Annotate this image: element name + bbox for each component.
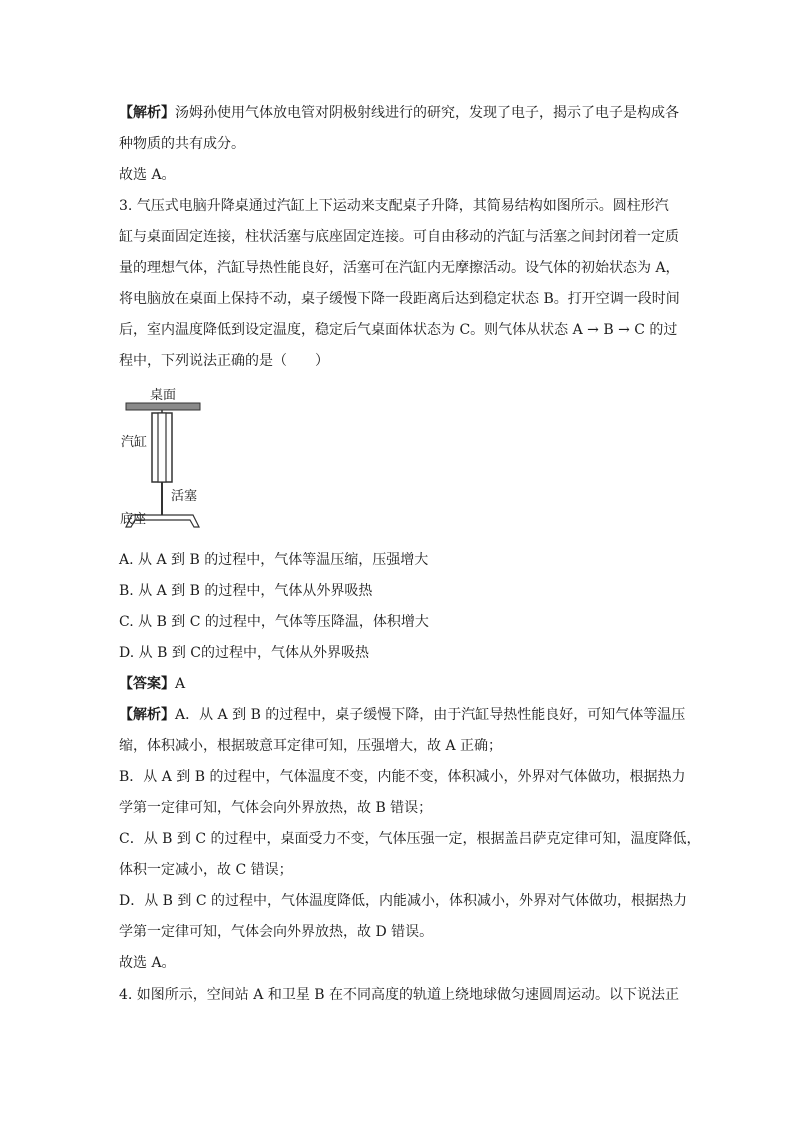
q3-answer: [119, 669, 679, 700]
q3-stem-line: 后，室内温度降低到设定温度，稳定后气桌面体状态为 C。则气体从状态 A → B → C 的过: [119, 322, 678, 338]
q3-analysis-line: 学第一定律可知，气体会向外界放热，故 D 错误。: [119, 924, 434, 940]
label-desk: 桌面: [150, 388, 177, 403]
piston-rod: [158, 413, 166, 482]
label-piston: 活塞: [171, 489, 198, 504]
lift-desk-diagram: [119, 383, 219, 541]
q3-answer-value: A: [175, 676, 186, 692]
q3-analysis-line: [119, 700, 686, 731]
q3-stem-line: 3. 气压式电脑升降桌通过汽缸上下运动来支配桌子升降，其简易结构如图所示。圆柱形汽: [119, 198, 669, 214]
q3-option-c: C. 从 B 到 C 的过程中，气体等压降温，体积增大: [119, 614, 429, 630]
label-cylinder: 汽缸: [121, 435, 148, 450]
q3-analysis-line: B．从 A 到 B 的过程中，气体温度不变，内能不变，体积减小，外界对气体做功，根据热力: [119, 769, 686, 785]
q3-analysis-line: C．从 B 到 C 的过程中，桌面受力不变，气体压强一定，根据盖吕萨克定律可知，温度降低，: [119, 831, 701, 847]
desk-top: [126, 403, 200, 410]
q3-option-d: D. 从 B 到 C的过程中，气体从外界吸热: [119, 645, 369, 661]
q3-stem-line: 将电脑放在桌面上保持不动，桌子缓慢下降一段距离后达到稳定状态 B。打开空调一段时间: [119, 291, 680, 307]
q3-analysis-line: 缩，体积减小，根据玻意耳定律可知，压强增大，故 A 正确；: [119, 738, 503, 754]
q3-analysis-text: A．从 A 到 B 的过程中，桌子缓慢下降，由于汽缸导热性能良好，可知气体等温压: [175, 707, 686, 723]
q3-analysis-line: 学第一定律可知，气体会向外界放热，故 B 错误；: [119, 800, 433, 816]
q2-conclusion: 故选 A。: [119, 167, 176, 183]
q3-stem: [119, 191, 679, 377]
q2-analysis-line-1: [119, 98, 679, 129]
q3-option-b: B. 从 A 到 B 的过程中，气体从外界吸热: [119, 583, 373, 599]
q3-stem-line: 量的理想气体，汽缸导热性能良好，活塞可在汽缸内无摩擦活动。设气体的初始状态为 A，: [119, 260, 680, 276]
q3-analysis-tag: 【解析】: [119, 707, 175, 723]
q3-option-a: A. 从 A 到 B 的过程中，气体等温压缩，压强增大: [119, 552, 429, 568]
q2-analysis-line-2: 种物质的共有成分。: [119, 136, 245, 152]
q2-analysis-tag: 【解析】: [119, 105, 175, 121]
q3-answer-tag: 【答案】: [119, 676, 175, 692]
q2-analysis-text: 汤姆孙使用气体放电管对阴极射线进行的研究，发现了电子，揭示了电子是构成各: [175, 105, 679, 121]
q4-stem-line: 4. 如图所示，空间站 A 和卫星 B 在不同高度的轨道上绕地球做匀速圆周运动。以下说法正: [119, 987, 680, 1003]
q3-solution: [119, 669, 701, 979]
q2-analysis: [119, 98, 679, 191]
q3-analysis-line: 体积一定减小，故 C 错误；: [119, 862, 293, 878]
q4-stem: [119, 980, 679, 1011]
label-base: 底座: [120, 512, 147, 527]
q3-stem-line: 程中，下列说法正确的是（ ）: [119, 353, 329, 369]
q3-analysis-line: D．从 B 到 C 的过程中，气体温度降低，内能减小，体积减小，外界对气体做功，根据热力: [119, 893, 688, 909]
q3-stem-line: 缸与桌面固定连接，柱状活塞与底座固定连接。可自由移动的汽缸与活塞之间封闭着一定质: [119, 229, 679, 245]
q3-conclusion: 故选 A。: [119, 955, 176, 971]
q3-options: [119, 545, 679, 669]
